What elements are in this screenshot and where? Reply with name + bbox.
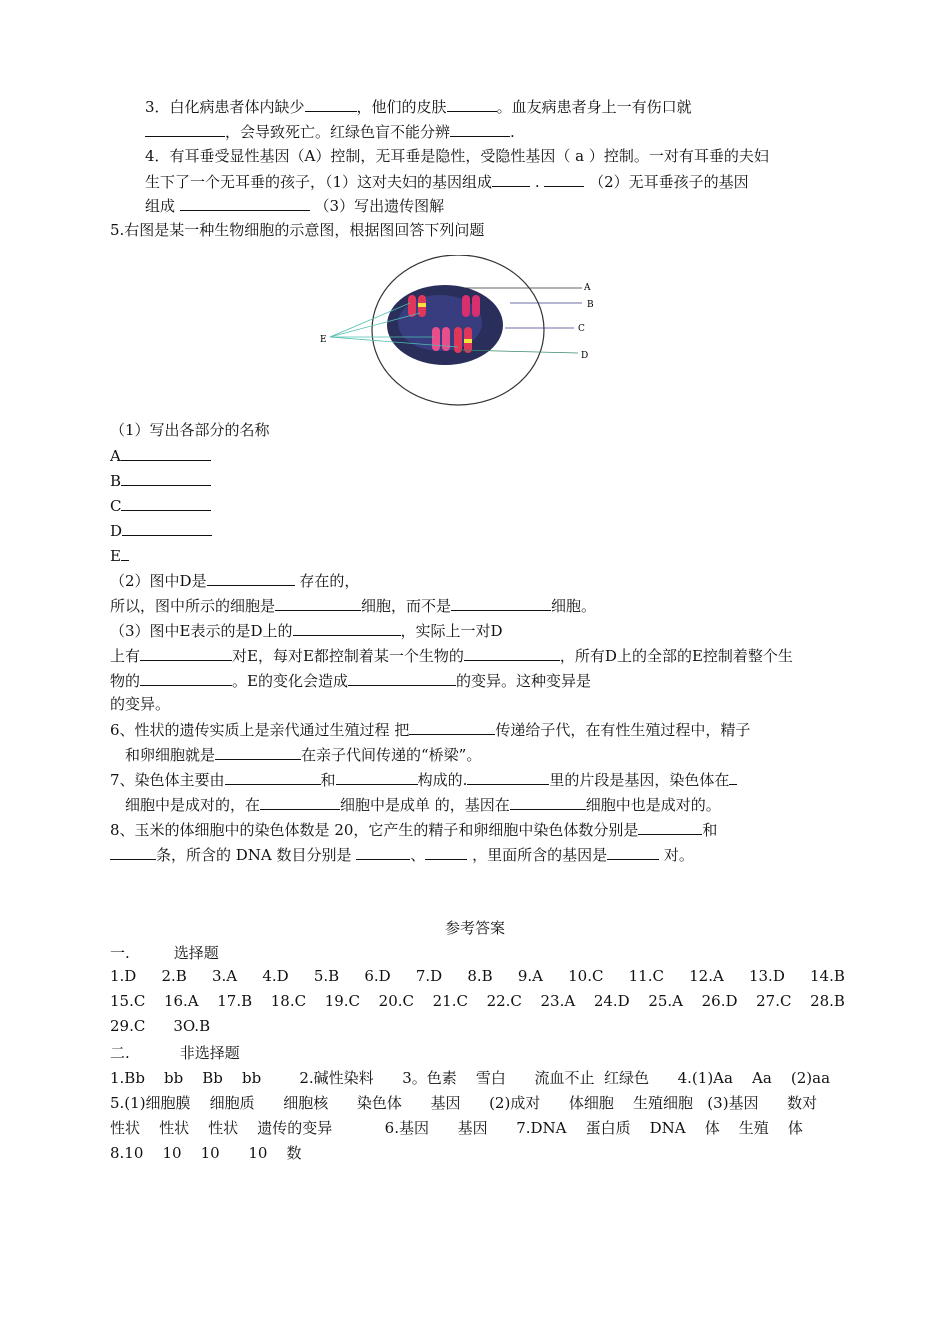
q5-blank-row-c <box>110 495 211 516</box>
mc-answer: 29.C <box>110 1017 146 1035</box>
blank-label: D <box>110 522 123 540</box>
mc-answer: 4.D <box>262 967 289 985</box>
q5-sub2-blank-2[interactable] <box>275 595 361 611</box>
mc-answer: 15.C <box>110 992 146 1010</box>
mc-answer: 20.C <box>378 992 414 1010</box>
q5-blank-a[interactable] <box>121 445 211 461</box>
mc-answer: 25.A <box>648 992 683 1010</box>
mc-answer: 19.C <box>324 992 361 1010</box>
q6-blank-2[interactable] <box>215 744 301 760</box>
q7-text: 细胞中是成对的，在 <box>125 796 261 814</box>
nc-line-3: 性状 性状 性状 遗传的变异 6.基因 基因 7.DNA 蛋白质 DNA 体 生殖 体 <box>110 1119 803 1137</box>
mc-answer: 16.A <box>163 992 199 1010</box>
q5-text: ，实际上一对D <box>400 622 503 640</box>
mc-answer: 7.D <box>415 967 443 985</box>
gene-band <box>464 339 472 343</box>
mc-answer: 24.D <box>593 992 630 1010</box>
mc-answer: 3.A <box>212 967 238 985</box>
q4-text: 生下了一个无耳垂的孩子，（1）这对夫妇的基因组成 <box>145 173 493 191</box>
q4-blank-3[interactable] <box>180 195 310 211</box>
q8-text: ，里面所含的基因是 <box>467 846 608 864</box>
q8-blank-4[interactable] <box>425 844 467 860</box>
mc-row-3 <box>110 1016 238 1036</box>
q8-text: 条，所含的 DNA 数目分别是 <box>156 846 357 864</box>
mc-answer: 2.B <box>161 967 187 985</box>
figure-label-a: A <box>584 283 591 293</box>
figure-label-e: E <box>320 335 327 345</box>
q5-blank-c[interactable] <box>121 495 211 511</box>
chromosome-4 <box>472 295 480 317</box>
q4-line1: 4．有耳垂受显性基因（A）控制，无耳垂是隐性，受隐性基因（ a ）控制。一对有耳垂的夫妇 <box>145 147 769 165</box>
q5-text: 。E的变化会造成 <box>232 672 348 690</box>
q7-blank-5[interactable] <box>260 794 340 810</box>
mc-answer: 1.D <box>110 967 137 985</box>
q8-text: 和 <box>702 821 718 839</box>
mc-row-1 <box>110 966 845 986</box>
q7-text: 7、染色体主要由 <box>110 771 225 789</box>
section-title: 非选择题 <box>179 1044 240 1062</box>
q7-blank-3[interactable] <box>467 769 549 785</box>
q4-blank-1[interactable] <box>492 171 530 187</box>
mc-answer: 28.B <box>810 992 845 1010</box>
chromosome-3 <box>462 295 470 317</box>
q7-line1 <box>110 769 737 790</box>
q7-text: 细胞中也是成对的。 <box>585 796 721 814</box>
q5-sub3-line4: 的变异。 <box>110 695 171 713</box>
q6-line2 <box>125 744 481 765</box>
q5-text: 的变异。这种变异是 <box>455 672 591 690</box>
answers-section2-heading <box>110 1043 240 1063</box>
q8-text: 对。 <box>659 846 694 864</box>
mc-row-2 <box>110 991 845 1011</box>
blank-label: C <box>110 497 122 515</box>
q4-text: 组成 <box>145 197 180 215</box>
mc-answer: 23.A <box>540 992 576 1010</box>
q3-text: . <box>510 123 515 141</box>
answers-title: 参考答案 <box>444 919 505 937</box>
q5-text: 上有 <box>110 647 141 665</box>
q5-sub3-blank-2[interactable] <box>140 645 232 661</box>
nc-line-2: 5.(1)细胞膜 细胞质 细胞核 染色体 基因 (2)成对 体细胞 生殖细胞 (3)基因 数对 <box>110 1094 818 1112</box>
q5-sub2-blank-3[interactable] <box>451 595 551 611</box>
q4-text: （3）写出遗传图解 <box>309 197 445 215</box>
q3-blank-4[interactable] <box>450 121 510 137</box>
q7-text: 和 <box>320 771 336 789</box>
blank-label: B <box>110 472 122 490</box>
q7-blank-1[interactable] <box>225 769 321 785</box>
chromosome-1 <box>408 295 416 317</box>
q8-blank-5[interactable] <box>607 844 659 860</box>
blank-label: A <box>110 447 121 465</box>
q3-blank-2[interactable] <box>447 96 497 112</box>
chromosome-7 <box>454 327 462 353</box>
chromosome-5 <box>432 327 440 351</box>
q5-text: （2）图中D是 <box>110 572 207 590</box>
q3-line2 <box>145 121 515 142</box>
q5-sub2-blank-1[interactable] <box>207 570 295 586</box>
mc-answer: 14.B <box>810 967 845 985</box>
q5-blank-row-b <box>110 470 211 491</box>
q4-blank-2[interactable] <box>544 171 584 187</box>
mc-answer: 26.D <box>701 992 738 1010</box>
q4-line3 <box>145 195 444 216</box>
q4-text: （2）无耳垂孩子的基因 <box>584 173 749 191</box>
q8-blank-2[interactable] <box>110 844 156 860</box>
q3-line1 <box>145 96 692 117</box>
q4-text: . <box>530 173 545 191</box>
q7-line2 <box>125 794 721 815</box>
q6-text: 6、性状的遗传实质上是亲代通过生殖过程 把 <box>110 721 410 739</box>
q5-text: 对E，每对E都控制着某一个生物的 <box>232 647 464 665</box>
mc-answer: 8.B <box>467 967 493 985</box>
figure-label-d: D <box>581 351 589 361</box>
q6-line1 <box>110 719 750 740</box>
q5-blank-row-a <box>110 445 211 466</box>
q8-blank-3[interactable] <box>356 844 410 860</box>
mc-answer: 22.C <box>486 992 522 1010</box>
q5-sub2-line1 <box>110 570 359 591</box>
chromosome-6 <box>442 327 450 351</box>
q5-blank-row-e <box>110 545 129 566</box>
q7-blank-6[interactable] <box>510 794 586 810</box>
q6-text: 传递给子代，在有性生殖过程中，精子 <box>495 721 751 739</box>
q8-line1 <box>110 819 717 840</box>
q5-sub3-line1 <box>110 620 503 641</box>
mc-answer: 21.C <box>432 992 468 1010</box>
mc-answer: 27.C <box>756 992 792 1010</box>
q6-text: 在亲子代间传递的“桥梁”。 <box>301 746 482 764</box>
q8-text: 8、玉米的体细胞中的染色体数是 20，它产生的精子和卵细胞中染色体数分别是 <box>110 821 639 839</box>
q8-line2 <box>110 844 694 865</box>
q3-text: 。血友病患者身上一有伤口就 <box>496 98 692 116</box>
section-number: 一. <box>110 944 130 962</box>
q5-blank-e[interactable] <box>121 545 129 561</box>
q5-text: （3）图中E表示的是D上的 <box>110 622 293 640</box>
q5-sub3-blank-1[interactable] <box>293 620 401 636</box>
cell-diagram <box>310 255 610 410</box>
q5-sub2-line2 <box>110 595 596 616</box>
q7-blank-4[interactable] <box>729 769 737 785</box>
mc-answer: 5.B <box>313 967 340 985</box>
q5-text: 物的 <box>110 672 141 690</box>
q3-text: ，会导致死亡。红绿色盲不能分辨 <box>225 123 451 141</box>
q3-text: ，他们的皮肤 <box>356 98 447 116</box>
q5-text: 细胞。 <box>551 597 597 615</box>
mc-answer: 9.A <box>517 967 543 985</box>
answers-section1-heading <box>110 943 219 963</box>
q5-sub3-line2 <box>110 645 793 666</box>
figure-label-c: C <box>578 324 585 334</box>
q5-sub1: （1）写出各部分的名称 <box>110 421 270 439</box>
q7-text: 构成的. <box>417 771 468 789</box>
q5-text: ，所有D上的全部的E控制着整个生 <box>559 647 793 665</box>
q5-text: 细胞，而不是 <box>361 597 452 615</box>
q5-blank-d[interactable] <box>122 520 212 536</box>
q7-text: 细胞中是成单 的，基因在 <box>340 796 510 814</box>
mc-answer: 13.D <box>748 967 785 985</box>
q8-text: 、 <box>410 846 426 864</box>
mc-answer: 12.A <box>689 967 724 985</box>
q7-text: 里的片段是基因，染色体在 <box>549 771 730 789</box>
gene-band <box>418 303 426 307</box>
blank-label: E <box>110 547 121 565</box>
q5-sub3-blank-5[interactable] <box>348 670 456 686</box>
q5-blank-row-d <box>110 520 212 541</box>
q7-blank-2[interactable] <box>336 769 418 785</box>
q5-sub3-line3 <box>110 670 591 691</box>
q6-text: 和卵细胞就是 <box>125 746 216 764</box>
mc-answer: 10.C <box>568 967 604 985</box>
mc-answer: 6.D <box>364 967 391 985</box>
nc-line-4: 8.10 10 10 10 数 <box>110 1144 302 1162</box>
q5-sub3-blank-4[interactable] <box>140 670 232 686</box>
q5-title: 5.右图是某一种生物细胞的示意图，根据图回答下列问题 <box>110 221 485 239</box>
mc-answer: 3O.B <box>173 1017 211 1035</box>
nc-line-1: 1.Bb bb Bb bb 2.碱性染料 3。色素 雪白 流血不止 红绿色 4.(1)Aa Aa (2)aa <box>110 1069 831 1087</box>
q3-blank-3[interactable] <box>145 121 225 137</box>
q5-text: 存在的， <box>294 572 360 590</box>
figure-label-b: B <box>587 300 594 310</box>
q5-text: 所以，图中所示的细胞是 <box>110 597 276 615</box>
mc-answer: 18.C <box>270 992 307 1010</box>
q4-line2 <box>145 171 749 192</box>
section-title: 选择题 <box>173 944 219 962</box>
mc-answer: 17.B <box>217 992 253 1010</box>
q5-sub3-blank-3[interactable] <box>464 645 560 661</box>
q3-blank-1[interactable] <box>305 96 357 112</box>
mc-answer: 11.C <box>628 967 664 985</box>
section-number: 二. <box>110 1044 130 1062</box>
q5-blank-b[interactable] <box>121 470 211 486</box>
q3-text: 3．白化病患者体内缺少 <box>145 98 305 116</box>
q8-blank-1[interactable] <box>638 819 702 835</box>
q6-blank-1[interactable] <box>409 719 495 735</box>
